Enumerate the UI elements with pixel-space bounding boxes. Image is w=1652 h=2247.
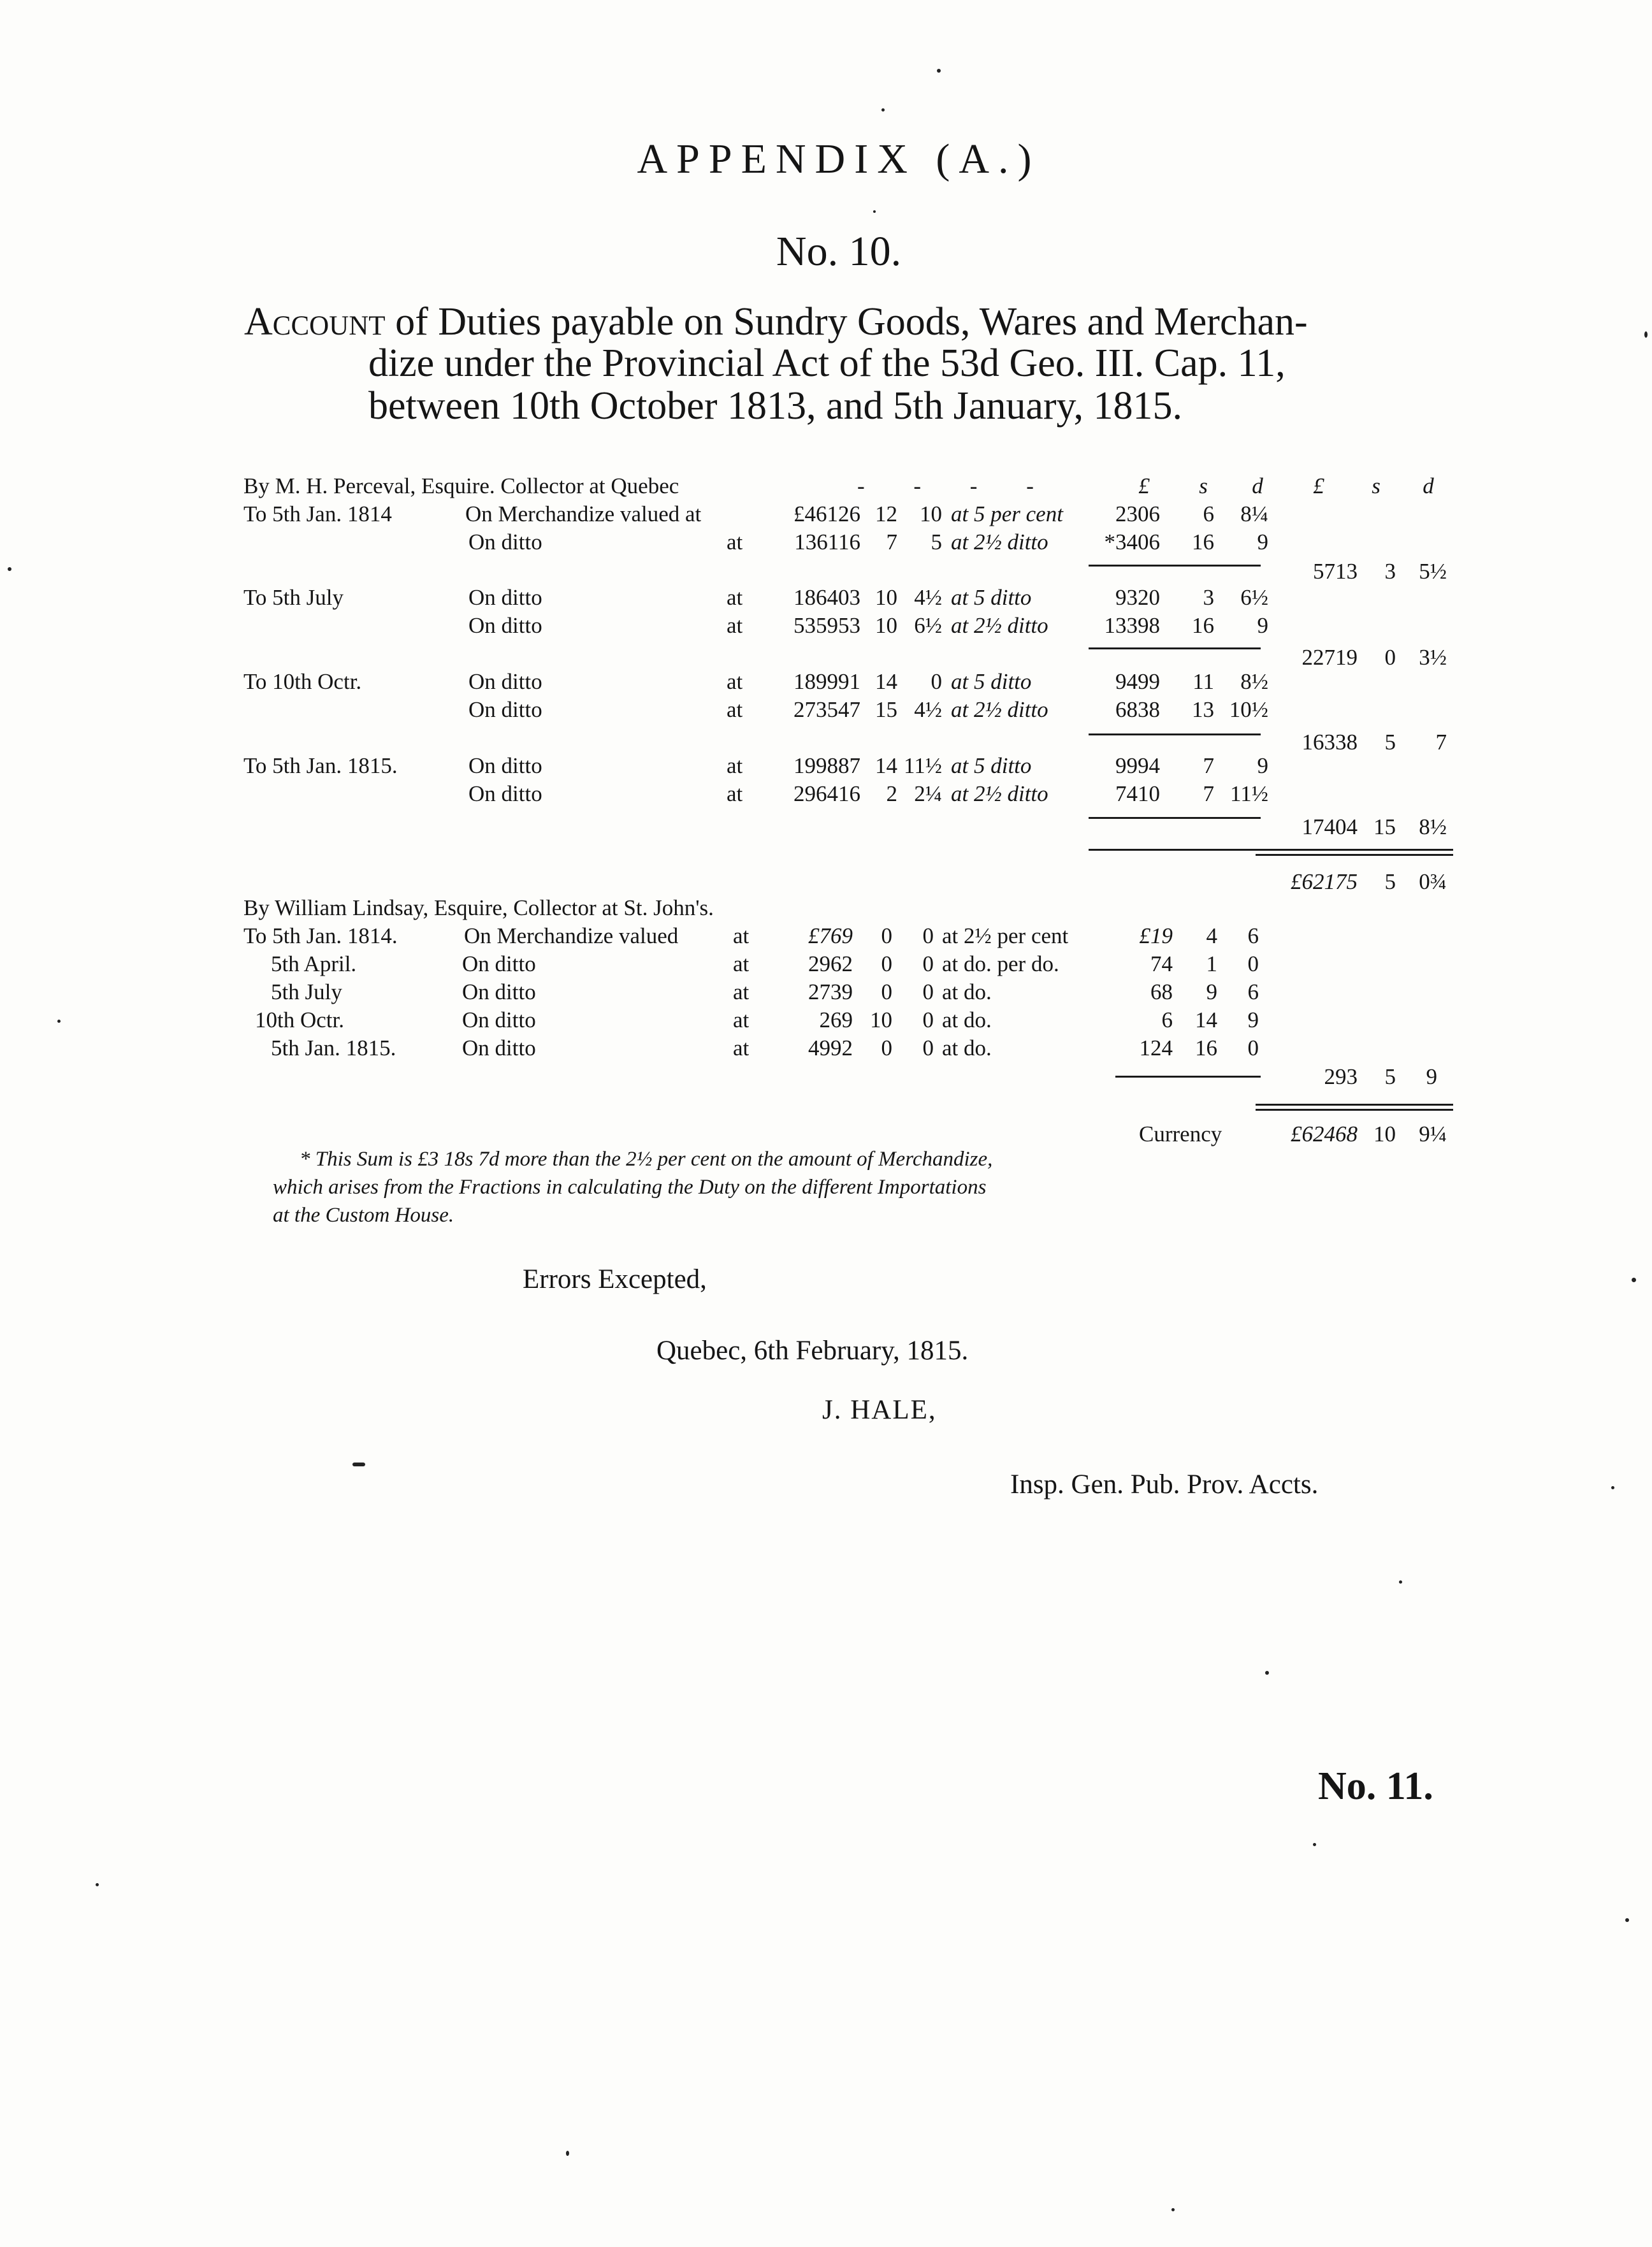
section1-row: [0, 697, 1652, 726]
row-duty-shillings: 9: [1206, 979, 1217, 1004]
row-at: at: [733, 923, 750, 948]
row-rate: at 5 ditto: [951, 753, 1032, 778]
row-description: On ditto: [468, 781, 542, 806]
row-period: To 5th Jan. 1814.: [243, 923, 398, 948]
scan-speck: [57, 1020, 61, 1023]
grand-total-shillings: 10: [1373, 1122, 1396, 1146]
row-duty-pounds: 68: [1150, 979, 1173, 1004]
row-value-pence: 10: [920, 502, 942, 526]
row-value-shillings: 0: [881, 923, 892, 948]
section1-total-rule: [1089, 849, 1453, 851]
row-value-pounds: 189991: [793, 669, 860, 694]
row-duty-shillings: 11: [1192, 669, 1214, 694]
row-value-pence: 2¼: [914, 781, 942, 806]
row-at: at: [733, 951, 750, 976]
row-value-pence: 4½: [914, 697, 942, 722]
row-value-pounds: 136116: [794, 530, 860, 554]
row-period: To 5th July: [243, 585, 344, 610]
row-value-pounds: 269: [819, 1008, 853, 1032]
row-duty-pence: 9: [1257, 753, 1268, 778]
row-period: To 5th Jan. 1814: [243, 502, 392, 526]
row-duty-pounds: 9499: [1115, 669, 1160, 694]
row-value-shillings: 10: [875, 585, 897, 610]
section2-row: [0, 1008, 1652, 1037]
row-duty-pence: 6½: [1240, 585, 1268, 610]
row-duty-pence: 0: [1247, 951, 1259, 976]
section1-total-pence: 0¾: [1419, 869, 1447, 894]
row-duty-shillings: 1: [1206, 951, 1217, 976]
row-rate: at 2½ ditto: [951, 697, 1048, 722]
row-duty-pence: 8½: [1240, 669, 1268, 694]
row-description: On ditto: [468, 669, 542, 694]
row-value-pounds: 2962: [808, 951, 853, 976]
row-value-pounds: £769: [808, 923, 853, 948]
row-duty-pounds: 13398: [1104, 613, 1160, 638]
col-header-pence-1: d: [1252, 473, 1263, 498]
row-value-shillings: 14: [875, 669, 897, 694]
row-duty-pounds: 6838: [1115, 697, 1160, 722]
row-description: On ditto: [462, 1008, 536, 1032]
footnote-line-1: * This Sum is £3 18s 7d more than the 2½ per cent on the amount of Merchandize,: [300, 1148, 993, 1171]
title-line-1: [244, 300, 1308, 345]
row-value-pence: 0: [922, 951, 934, 976]
scan-speck: [881, 108, 885, 112]
row-duty-pounds: 124: [1139, 1036, 1173, 1060]
row-duty-shillings: 16: [1192, 530, 1214, 554]
row-rate: at 2½ per cent: [942, 923, 1069, 948]
subtotal-pounds: 5713: [1313, 559, 1358, 584]
col-header-pounds-2: £: [1313, 473, 1324, 498]
row-value-pounds: 296416: [793, 781, 860, 806]
row-duty-pence: 0: [1247, 1036, 1259, 1060]
scan-speck: [566, 2151, 569, 2156]
section1-total-shillings: 5: [1384, 869, 1396, 894]
section1-total-pounds: £62175: [1291, 869, 1358, 894]
row-description: On ditto: [468, 697, 542, 722]
row-value-pence: 4½: [914, 585, 942, 610]
row-rate: at do. per do.: [942, 951, 1059, 976]
next-page-number: No. 11.: [1318, 1765, 1433, 1808]
row-duty-pounds: 2306: [1115, 502, 1160, 526]
signature-name: J. HALE,: [822, 1395, 937, 1425]
row-at: at: [727, 613, 743, 638]
scan-speck: [8, 567, 11, 571]
document-number: No. 10.: [776, 228, 902, 275]
title-account-word: Account: [244, 300, 386, 343]
row-at: at: [727, 669, 743, 694]
section1-row: [0, 502, 1652, 531]
row-duty-shillings: 13: [1192, 697, 1214, 722]
row-value-shillings: 15: [875, 697, 897, 722]
section2-heading: By William Lindsay, Esquire, Collector at St. John's.: [243, 895, 714, 920]
row-description: On ditto: [468, 530, 542, 554]
row-value-pounds: 535953: [793, 613, 860, 638]
row-value-pounds: 2739: [808, 979, 853, 1004]
currency-label: Currency: [1139, 1122, 1222, 1146]
row-duty-pence: 9: [1257, 613, 1268, 638]
subtotal-shillings: 5: [1384, 730, 1396, 755]
row-rate: at do.: [942, 1036, 992, 1060]
row-duty-pence: 8¼: [1240, 502, 1268, 526]
row-rate: at do.: [942, 979, 992, 1004]
row-at: at: [733, 979, 750, 1004]
row-duty-pence: 9: [1257, 530, 1268, 554]
errors-excepted: Errors Excepted,: [523, 1264, 707, 1294]
scan-speck: [1265, 1671, 1269, 1675]
section2-total-shillings: 5: [1384, 1064, 1396, 1089]
row-value-pence: 0: [922, 1036, 934, 1060]
row-duty-shillings: 16: [1192, 613, 1214, 638]
row-duty-pounds: 74: [1150, 951, 1173, 976]
row-value-pounds: 273547: [793, 697, 860, 722]
grand-total-pence: 9¼: [1419, 1122, 1447, 1146]
subtotal-shillings: 3: [1384, 559, 1396, 584]
grand-total-row: [0, 1122, 1652, 1151]
row-duty-shillings: 14: [1195, 1008, 1217, 1032]
row-period: To 10th Octr.: [243, 669, 362, 694]
col-header-pence-2: d: [1423, 473, 1434, 498]
row-rate: at 2½ ditto: [951, 530, 1048, 554]
section1-dashes: - - - -: [857, 473, 1055, 498]
row-rate: at do.: [942, 1008, 992, 1032]
row-value-shillings: 0: [881, 979, 892, 1004]
row-rate: at 2½ ditto: [951, 781, 1048, 806]
grand-total-rule: [1256, 1109, 1453, 1111]
row-value-pounds: £46126: [793, 502, 860, 526]
row-period: 5th July: [271, 979, 342, 1004]
scan-speck: [1171, 2208, 1175, 2211]
row-value-pence: 0: [922, 923, 934, 948]
section1-row: [0, 669, 1652, 698]
footnote-line-2: which arises from the Fractions in calculating the Duty on the different Importations: [273, 1176, 987, 1199]
row-rate: at 5 ditto: [951, 669, 1032, 694]
row-at: at: [727, 585, 743, 610]
row-duty-pounds: 7410: [1115, 781, 1160, 806]
subtotal-row: [0, 814, 1652, 844]
row-period: 10th Octr.: [255, 1008, 344, 1032]
subtotal-shillings: 0: [1384, 645, 1396, 670]
scan-speck: [873, 210, 876, 213]
row-duty-pence: 6: [1247, 923, 1259, 948]
row-at: at: [727, 753, 743, 778]
subtotal-row: [0, 559, 1652, 588]
scan-speck: [1313, 1843, 1316, 1846]
place-and-date: Quebec, 6th February, 1815.: [656, 1336, 969, 1366]
row-value-shillings: 2: [886, 781, 897, 806]
subtotal-shillings: 15: [1373, 814, 1396, 839]
row-description: On ditto: [468, 585, 542, 610]
row-rate: at 5 per cent: [951, 502, 1063, 526]
row-value-pounds: 186403: [793, 585, 860, 610]
row-value-pence: 0: [922, 1008, 934, 1032]
row-description: On ditto: [462, 1036, 536, 1060]
grand-total-pounds: £62468: [1291, 1122, 1358, 1146]
grand-total-rule: [1256, 1104, 1453, 1106]
subtotal-pence: 5½: [1419, 559, 1447, 584]
row-rate: at 5 ditto: [951, 585, 1032, 610]
scan-speck: [1625, 1918, 1629, 1922]
row-at: at: [727, 781, 743, 806]
title-line-2: dize under the Provincial Act of the 53d Geo. III. Cap. 11,: [368, 342, 1286, 385]
row-duty-pence: 11½: [1230, 781, 1268, 806]
row-description: On ditto: [462, 979, 536, 1004]
row-duty-pounds: 9994: [1115, 753, 1160, 778]
section1-total-rule: [1256, 854, 1453, 856]
scan-speck: [1611, 1486, 1614, 1489]
row-period: To 5th Jan. 1815.: [243, 753, 398, 778]
row-duty-pence: 9: [1247, 1008, 1259, 1032]
row-description: On ditto: [462, 951, 536, 976]
signatory-office: Insp. Gen. Pub. Prov. Accts.: [1010, 1470, 1319, 1499]
col-header-shillings-1: s: [1199, 473, 1208, 498]
section1-row: [0, 781, 1652, 811]
row-value-pounds: 4992: [808, 1036, 853, 1060]
row-duty-pounds: *3406: [1104, 530, 1160, 554]
row-description: On ditto: [468, 753, 542, 778]
scan-speck: [352, 1463, 365, 1466]
subtotal-pounds: 17404: [1301, 814, 1358, 839]
section1-total-row: [0, 869, 1652, 899]
row-description: On Merchandize valued: [464, 923, 679, 948]
row-period: 5th April.: [271, 951, 357, 976]
section1-row: [0, 613, 1652, 642]
section2-total-pounds: 293: [1324, 1064, 1358, 1089]
section2-row: [0, 1036, 1652, 1065]
row-value-pence: 0: [922, 979, 934, 1004]
footnote-line-3: at the Custom House.: [273, 1204, 454, 1227]
row-at: at: [727, 697, 743, 722]
section2-row: [0, 951, 1652, 981]
section2-row: [0, 923, 1652, 953]
section2-row: [0, 979, 1652, 1009]
row-value-shillings: 10: [870, 1008, 892, 1032]
row-value-shillings: 7: [886, 530, 897, 554]
scan-speck: [937, 69, 941, 73]
row-value-pence: 11½: [904, 753, 942, 778]
row-at: at: [733, 1008, 750, 1032]
row-value-pence: 5: [931, 530, 942, 554]
col-header-shillings-2: s: [1372, 473, 1380, 498]
appendix-heading: APPENDIX (A.): [637, 136, 1041, 182]
row-at: at: [733, 1036, 750, 1060]
row-description: On Merchandize valued at: [465, 502, 702, 526]
row-value-shillings: 0: [881, 1036, 892, 1060]
scan-speck: [1399, 1580, 1402, 1584]
row-at: at: [727, 530, 743, 554]
row-duty-shillings: 3: [1203, 585, 1214, 610]
section1-row: [0, 530, 1652, 559]
section1-row: [0, 585, 1652, 614]
row-duty-pence: 10½: [1229, 697, 1268, 722]
row-value-shillings: 0: [881, 951, 892, 976]
section1-heading-row: [0, 473, 1652, 503]
row-period: 5th Jan. 1815.: [271, 1036, 396, 1060]
subtotal-pence: 7: [1435, 730, 1447, 755]
row-duty-shillings: 6: [1203, 502, 1214, 526]
row-value-pence: 6½: [914, 613, 942, 638]
row-duty-pence: 6: [1247, 979, 1259, 1004]
row-value-shillings: 12: [875, 502, 897, 526]
scan-speck: [1644, 331, 1648, 338]
row-description: On ditto: [468, 613, 542, 638]
row-value-shillings: 14: [875, 753, 897, 778]
row-rate: at 2½ ditto: [951, 613, 1048, 638]
col-header-pounds-1: £: [1138, 473, 1150, 498]
row-value-shillings: 10: [875, 613, 897, 638]
row-duty-pounds: 6: [1161, 1008, 1173, 1032]
row-duty-pounds: 9320: [1115, 585, 1160, 610]
scan-speck: [96, 1883, 99, 1886]
row-duty-shillings: 7: [1203, 753, 1214, 778]
row-duty-shillings: 4: [1206, 923, 1217, 948]
section1-row: [0, 753, 1652, 783]
section2-total-pence: 9: [1426, 1064, 1437, 1089]
subtotal-pounds: 16338: [1301, 730, 1358, 755]
section2-heading-row: [0, 895, 1652, 925]
row-duty-shillings: 16: [1195, 1036, 1217, 1060]
section1-heading: By M. H. Perceval, Esquire. Collector at Quebec: [243, 473, 679, 498]
subtotal-pence: 8½: [1419, 814, 1447, 839]
row-value-pence: 0: [931, 669, 942, 694]
subtotal-pounds: 22719: [1301, 645, 1358, 670]
row-duty-pounds: £19: [1139, 923, 1173, 948]
title-line-1-text: of Duties payable on Sundry Goods, Wares and Merchan-: [385, 300, 1308, 343]
scan-speck: [1632, 1278, 1636, 1282]
title-line-3: between 10th October 1813, and 5th January, 1815.: [368, 384, 1182, 428]
row-value-pounds: 199887: [793, 753, 860, 778]
section2-total-row: [0, 1064, 1652, 1094]
subtotal-pence: 3½: [1419, 645, 1447, 670]
row-duty-shillings: 7: [1203, 781, 1214, 806]
